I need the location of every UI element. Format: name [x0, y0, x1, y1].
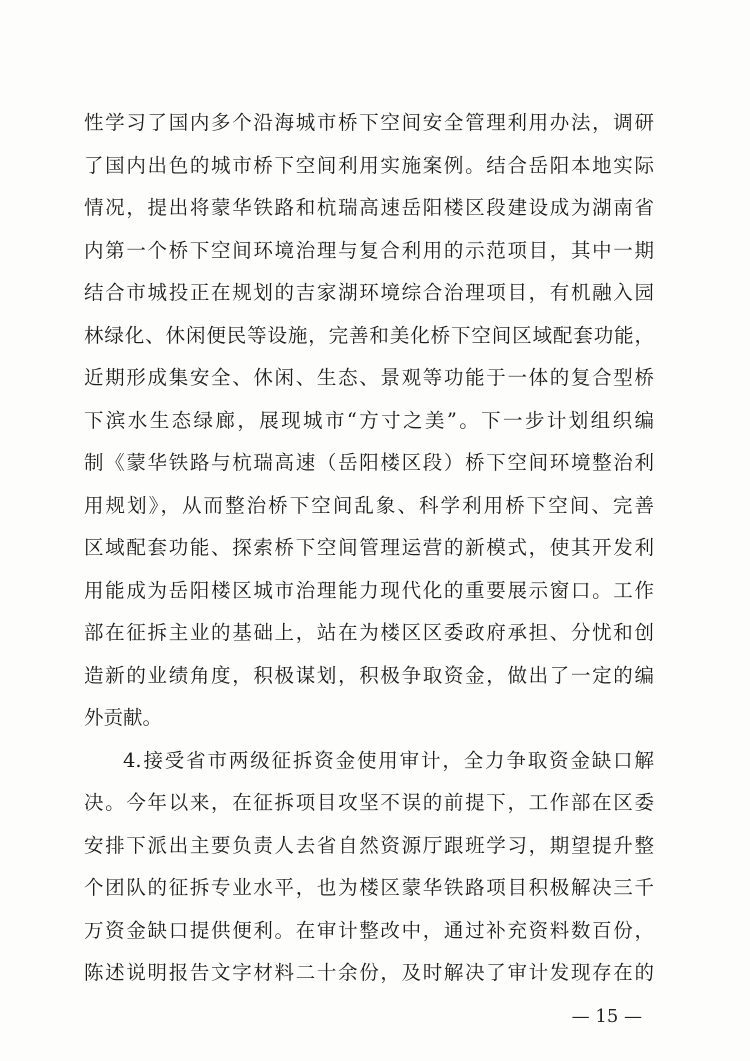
text-line: 性学习了国内多个沿海城市桥下空间安全管理利用办法，调研: [84, 111, 654, 134]
body-text: [84, 102, 654, 995]
text-line: 用规划》，从而整治桥下空间乱象、科学利用桥下空间、完善: [84, 493, 654, 517]
text-line: 陈述说明报告文字材料二十余份，及时解决了审计发现存在的: [84, 961, 654, 984]
text-line: 林绿化、休闲便民等设施，完善和美化桥下空间区域配套功能，: [84, 323, 654, 347]
text-line: 安排下派出主要负责人去省自然资源厅跟班学习，期望提升整: [84, 833, 654, 857]
text-line: 4.接受省市两级征拆资金使用审计，全力争取资金缺口解: [123, 748, 654, 772]
text-line: 决。今年以来，在征拆项目攻坚不误的前提下，工作部在区委: [84, 791, 654, 814]
text-line: 近期形成集安全、休闲、生态、景观等功能于一体的复合型桥: [84, 366, 654, 389]
text-line: 情况，提出将蒙华铁路和杭瑞高速岳阳楼区段建设成为湖南省: [84, 196, 654, 219]
paragraph: [84, 740, 654, 995]
text-line: 制《蒙华铁路与杭瑞高速（岳阳楼区段）桥下空间环境整治利: [84, 451, 654, 474]
text-line: 部在征拆主业的基础上，站在为楼区区委政府承担、分忧和创: [84, 621, 654, 644]
text-line: 了国内出色的城市桥下空间利用实施案例。结合岳阳本地实际: [84, 153, 654, 177]
text-line: 区域配套功能、探索桥下空间管理运营的新模式，使其开发利: [84, 536, 654, 559]
paragraph: [84, 102, 654, 740]
page-number: — 15 —: [571, 1006, 642, 1027]
text-line: 内第一个桥下空间环境治理与复合利用的示范项目，其中一期: [84, 238, 654, 262]
text-line: 个团队的征拆专业水平，也为楼区蒙华铁路项目积极解决三千: [84, 876, 654, 899]
text-line: 下滨水生态绿廊，展现城市“方寸之美”。下一步计划组织编: [84, 408, 654, 432]
text-line: 结合市城投正在规划的吉家湖环境综合治理项目，有机融入园: [84, 281, 654, 304]
text-line: 外贡献。: [84, 706, 163, 729]
text-line: 用能成为岳阳楼区城市治理能力现代化的重要展示窗口。工作: [84, 578, 654, 602]
text-line: 万资金缺口提供便利。在审计整改中，通过补充资料数百份，: [84, 918, 654, 942]
text-line: 造新的业绩角度，积极谋划，积极争取资金，做出了一定的编: [84, 663, 654, 687]
